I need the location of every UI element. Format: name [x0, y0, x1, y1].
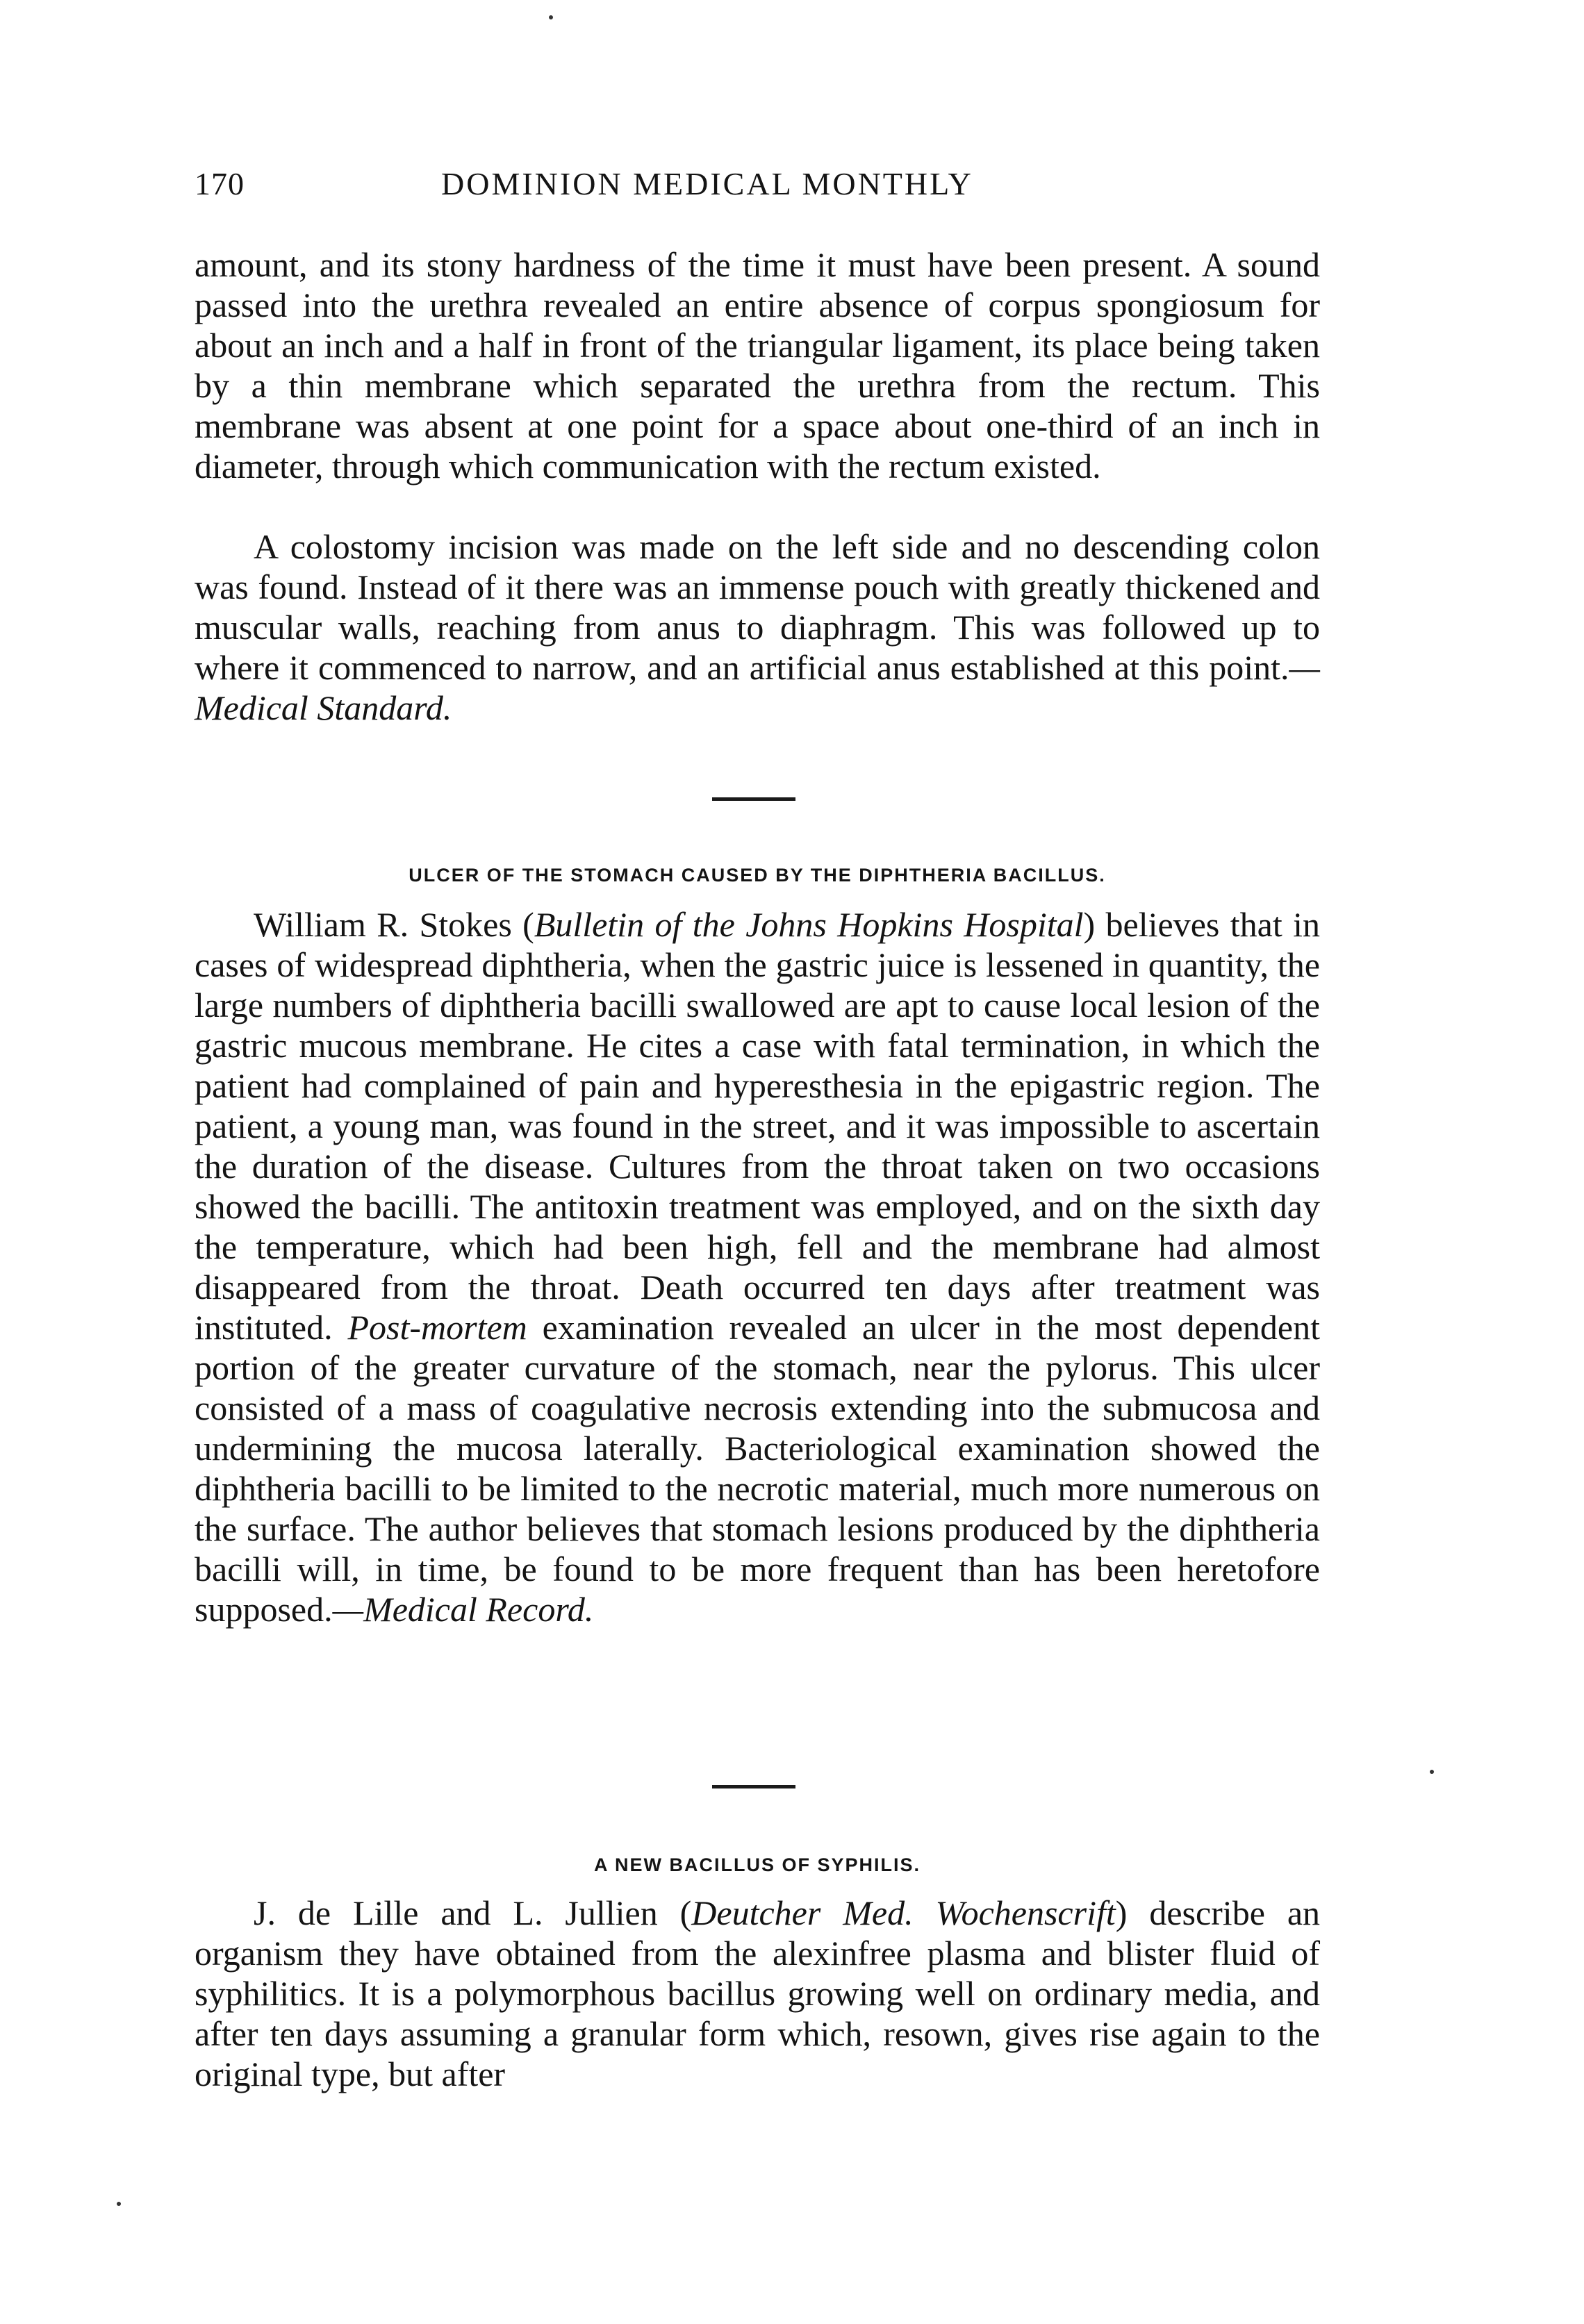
- ulcer-text-part-1: William R. Stokes (: [254, 905, 534, 944]
- post-mortem-term: Post-mortem: [347, 1308, 527, 1347]
- scan-speck: [549, 15, 553, 19]
- article-heading-syphilis: A NEW BACILLUS OF SYPHILIS.: [593, 1854, 921, 1875]
- article-heading-ulcer: ULCER OF THE STOMACH CAUSED BY THE DIPHTHERIA BACILLUS.: [409, 865, 1106, 886]
- continued-paragraph-1: [195, 244, 1320, 486]
- section-divider: [712, 797, 795, 801]
- running-head: [195, 165, 1320, 207]
- section-divider: [712, 1785, 795, 1788]
- scan-speck: [1430, 1770, 1434, 1774]
- source-citation-medical-standard: —Medical Standard.: [195, 648, 1320, 727]
- page-number: 170: [195, 166, 245, 201]
- syphilis-text-part-1: J. de Lille and L. Jullien (: [254, 1893, 692, 1932]
- continued-paragraph-2-text: A colostomy incision was made on the left side and no descending colon was found. Instead of it there was an immense pouch with greatly thickened and muscular walls, reaching from anus to diaphragm. This was followed up to where it commenced to narrow, and an artificial anus established at this point.: [195, 527, 1320, 687]
- ulcer-article-paragraph: [195, 904, 1320, 1629]
- source-citation-medical-record: —Medical Record.: [332, 1590, 594, 1629]
- journal-reference-johns-hopkins: Bulletin of the Johns Hopkins Hospital: [534, 905, 1084, 944]
- continued-paragraph-1-text: amount, and its stony hardness of the time it must have been present. A sound passed into the urethra revealed an entire absence of corpus spongiosum for about an inch and a half in front of the triangular ligament, its place being taken by a thin membrane which separated the urethra from the rectum. This membrane was absent at one point for a space about one-third of an inch in diameter, through which communication with the rectum existed.: [195, 245, 1320, 485]
- ulcer-text-part-2: ) believes that in cases of widespread diphtheria, when the gastric juice is lessened in quantity, the large numbers of diphtheria bacilli swallowed are apt to cause local lesion of the gastric mucous membrane. He cites a case with fatal termination, in which the patient had complained of pain and hyperesthesia in the epigastric region. The patient, a young man, was found in the street, and it was impossible to ascertain the duration of the disease. Cultures from the throat taken on two occasions showed the bacilli. The antitoxin treatment was employed, and on the sixth day the temperature, which had been high, fell and the membrane had almost disappeared from the throat. Death occurred ten days after treatment was instituted.: [195, 905, 1320, 1347]
- syphilis-text-part-2: ) describe an organism they have obtained from the alexinfree plasma and blister fluid of syphilitics. It is a polymorphous bacillus growing well on ordinary media, and after ten days assuming a granular form which, resown, gives rise again to the original type, but after: [195, 1893, 1321, 2093]
- ulcer-text-part-3: examination revealed an ulcer in the most dependent portion of the greater curvature of the stomach, near the pylorus. This ulcer consisted of a mass of coagulative necrosis extending into the submucosa and undermining the mucosa laterally. Bacteriological examination showed the diphtheria bacilli to be limited to the necrotic material, much more numerous on the surface. The author believes that stomach lesions produced by the diphtheria bacilli will, in time, be found to be more frequent than has been heretofore supposed.: [195, 1308, 1321, 1629]
- journal-title: DOMINION MEDICAL MONTHLY: [441, 166, 973, 201]
- scan-speck: [117, 2202, 121, 2206]
- syphilis-article-paragraph: [195, 1893, 1320, 2094]
- continued-paragraph-2: [195, 526, 1320, 728]
- journal-reference-deutcher: Deutcher Med. Wochenscrift: [691, 1893, 1116, 1932]
